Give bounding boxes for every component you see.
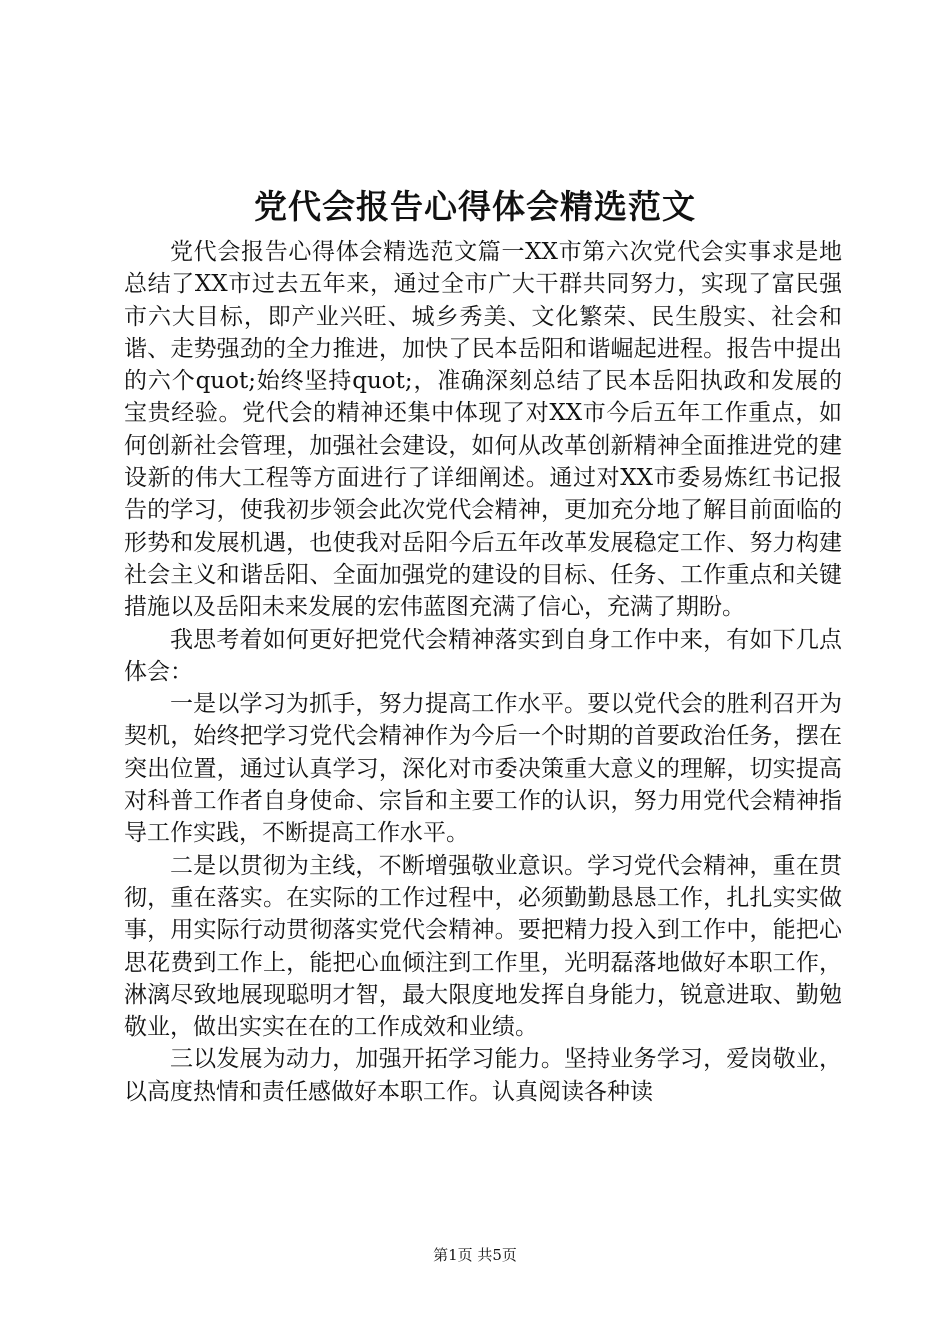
document-body [124, 236, 842, 1108]
paragraph: 三以发展为动力，加强开拓学习能力。坚持业务学习，爱岗敬业，以高度热情和责任感做好本职工作。认真阅读各种读 [124, 1046, 842, 1105]
paragraph: 我思考着如何更好把党代会精神落实到自身工作中来，有如下几点体会： [124, 626, 842, 685]
paragraph: 二是以贯彻为主线，不断增强敬业意识。学习党代会精神，重在贯彻，重在落实。在实际的工作过程中，必须勤勤恳恳工作，扎扎实实做事，用实际行动贯彻落实党代会精神。要把精力投入到工作中，能把心思花费到工作上，能把心血倾注到工作里，光明磊落地做好本职工作，淋漓尽致地展现聪明才智，最大限度地发挥自身能力，锐意进取、勤勉敬业，做出实实在在的工作成效和业绩。 [124, 852, 842, 1041]
page-number-footer: 第1页 共5页 [433, 1246, 517, 1264]
document-title: 党代会报告心得体会精选范文 [254, 187, 696, 226]
paragraph: 一是以学习为抓手，努力提高工作水平。要以党代会的胜利召开为契机，始终把学习党代会精神作为今后一个时期的首要政治任务，摆在突出位置，通过认真学习，深化对市委决策重大意义的理解，切实提高对科普工作者自身使命、宗旨和主要工作的认识，努力用党代会精神指导工作实践，不断提高工作水平。 [124, 691, 842, 847]
paragraph: 党代会报告心得体会精选范文篇一XX市第六次党代会实事求是地总结了XX市过去五年来，通过全市广大干群共同努力，实现了富民强市六大目标，即产业兴旺、城乡秀美、文化繁荣、民生殷实、社会和谐、走势强劲的全力推进，加快了民本岳阳和谐崛起进程。报告中提出的六个quot;始终坚持quot;，准确深刻总结了民本岳阳执政和发展的宝贵经验。党代会的精神还集中体现了对XX市今后五年工作重点，如何创新社会管理，加强社会建设，如何从改革创新精神全面推进党的建设新的伟大工程等方面进行了详细阐述。通过对XX市委易炼红书记报告的学习，使我初步领会此次党代会精神，更加充分地了解目前面临的形势和发展机遇，也使我对岳阳今后五年改革发展稳定工作、努力构建社会主义和谐岳阳、全面加强党的建设的目标、任务、工作重点和关键措施以及岳阳未来发展的宏伟蓝图充满了信心，充满了期盼。 [124, 239, 842, 621]
